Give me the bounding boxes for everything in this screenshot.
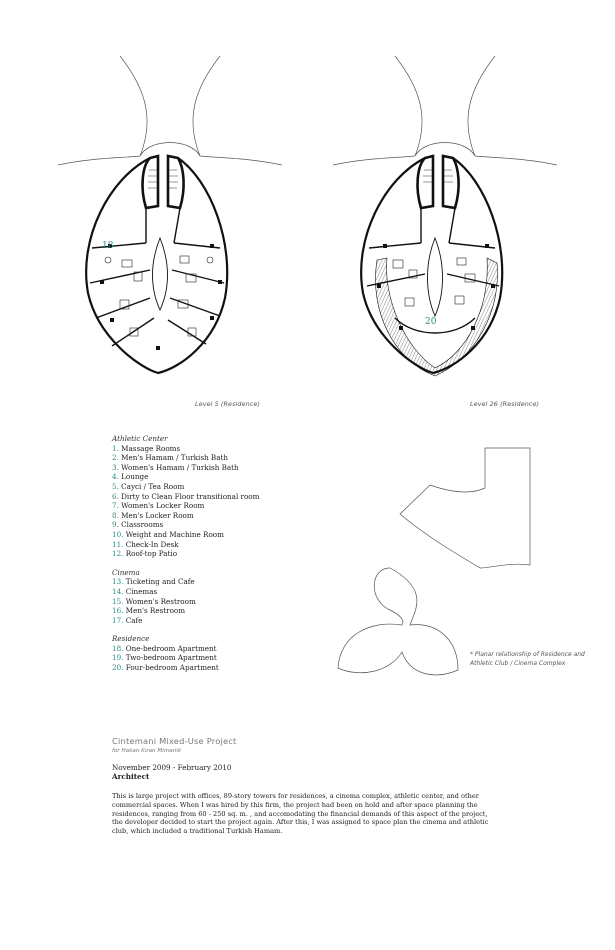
- list-item: 8. Men's Locker Room: [112, 510, 194, 520]
- planar-relationship-note: * Planar relationship of Residence and Athletic Club / Cinema Complex: [470, 651, 585, 667]
- list-item: 5. Cayci / Tea Room: [112, 481, 185, 491]
- legend-group-cinema: [112, 568, 259, 626]
- project-description: This is large project with offices, 89-story towers for residences, a cinema complex, athletic center, and other commercial spaces. When I was hired by this firm, the project had been on hold and after space planning the residences, ranging from 60 - 250 sq. m. , and accomodating the financial demands of this aspect of the project, the developer decided to start the project again. After this, I was assigned to space plan the cinema and athletic club, which included a traditional Turkish Hamam.: [112, 792, 489, 836]
- list-item: 6. Dirty to Clean Floor transitional room: [112, 491, 260, 501]
- partition-walls: [90, 208, 224, 346]
- list-item: 9. Classrooms: [112, 520, 164, 530]
- list-item: 16. Men's Restroom: [112, 606, 186, 616]
- legend-group-title: Athletic Center: [112, 434, 168, 443]
- list-item: 12. Roof-top Patio: [112, 549, 178, 559]
- list-item: 1. Massage Rooms: [112, 443, 181, 453]
- project-subtitle: for Hakan Kıran Mimarlık: [112, 748, 182, 754]
- room-number-20: 20: [425, 317, 437, 327]
- list-item: 10. Weight and Machine Room: [112, 529, 224, 539]
- list-item: 11. Check-In Desk: [112, 539, 179, 549]
- level-26-floor-plan: [325, 48, 565, 388]
- project-dates: November 2009 - February 2010: [112, 763, 232, 772]
- project-title: Cintemani Mixed-Use Project: [112, 736, 237, 746]
- atrium: [153, 238, 168, 310]
- legend-group-title: Residence: [112, 634, 150, 644]
- list-item: 4. Lounge: [112, 472, 149, 482]
- level-5-caption: Level 5 (Residence): [195, 400, 260, 408]
- list-item: 15. Women's Restroom: [112, 596, 196, 606]
- legend-group-title: Cinema: [112, 567, 140, 577]
- list-item: 20. Four-bedroom Apartment: [112, 663, 219, 673]
- canopy-outline: [333, 56, 557, 165]
- list-item: 19. Two-bedroom Apartment: [112, 653, 217, 663]
- list-item: 13. Ticketing and Cafe: [112, 577, 195, 587]
- list-item: 17. Cafe: [112, 615, 143, 625]
- list-item: 3. Women's Hamam / Turkish Bath: [112, 462, 239, 472]
- list-item: 7. Women's Locker Room: [112, 501, 205, 511]
- list-item: 2. Men's Hamam / Turkish Bath: [112, 453, 229, 463]
- level-26-caption: Level 26 (Residence): [470, 400, 540, 408]
- canopy-outline: [58, 56, 282, 165]
- legend-group-athletic: [112, 434, 259, 559]
- atrium: [428, 238, 443, 316]
- columns: [100, 244, 222, 350]
- project-role: Architect: [112, 772, 150, 781]
- legend-group-residence: [112, 634, 259, 672]
- tower-outline: [86, 158, 227, 373]
- list-item: 14. Cinemas: [112, 586, 158, 596]
- level-5-floor-plan: [50, 48, 290, 388]
- list-item: 18. One-bedroom Apartment: [112, 643, 217, 653]
- planar-relationship-diagram: [330, 440, 570, 685]
- room-number-18: 18: [102, 241, 114, 251]
- room-legend: [112, 434, 259, 682]
- cinema-complex-outline: [338, 568, 458, 675]
- athletic-club-outline: [400, 448, 530, 568]
